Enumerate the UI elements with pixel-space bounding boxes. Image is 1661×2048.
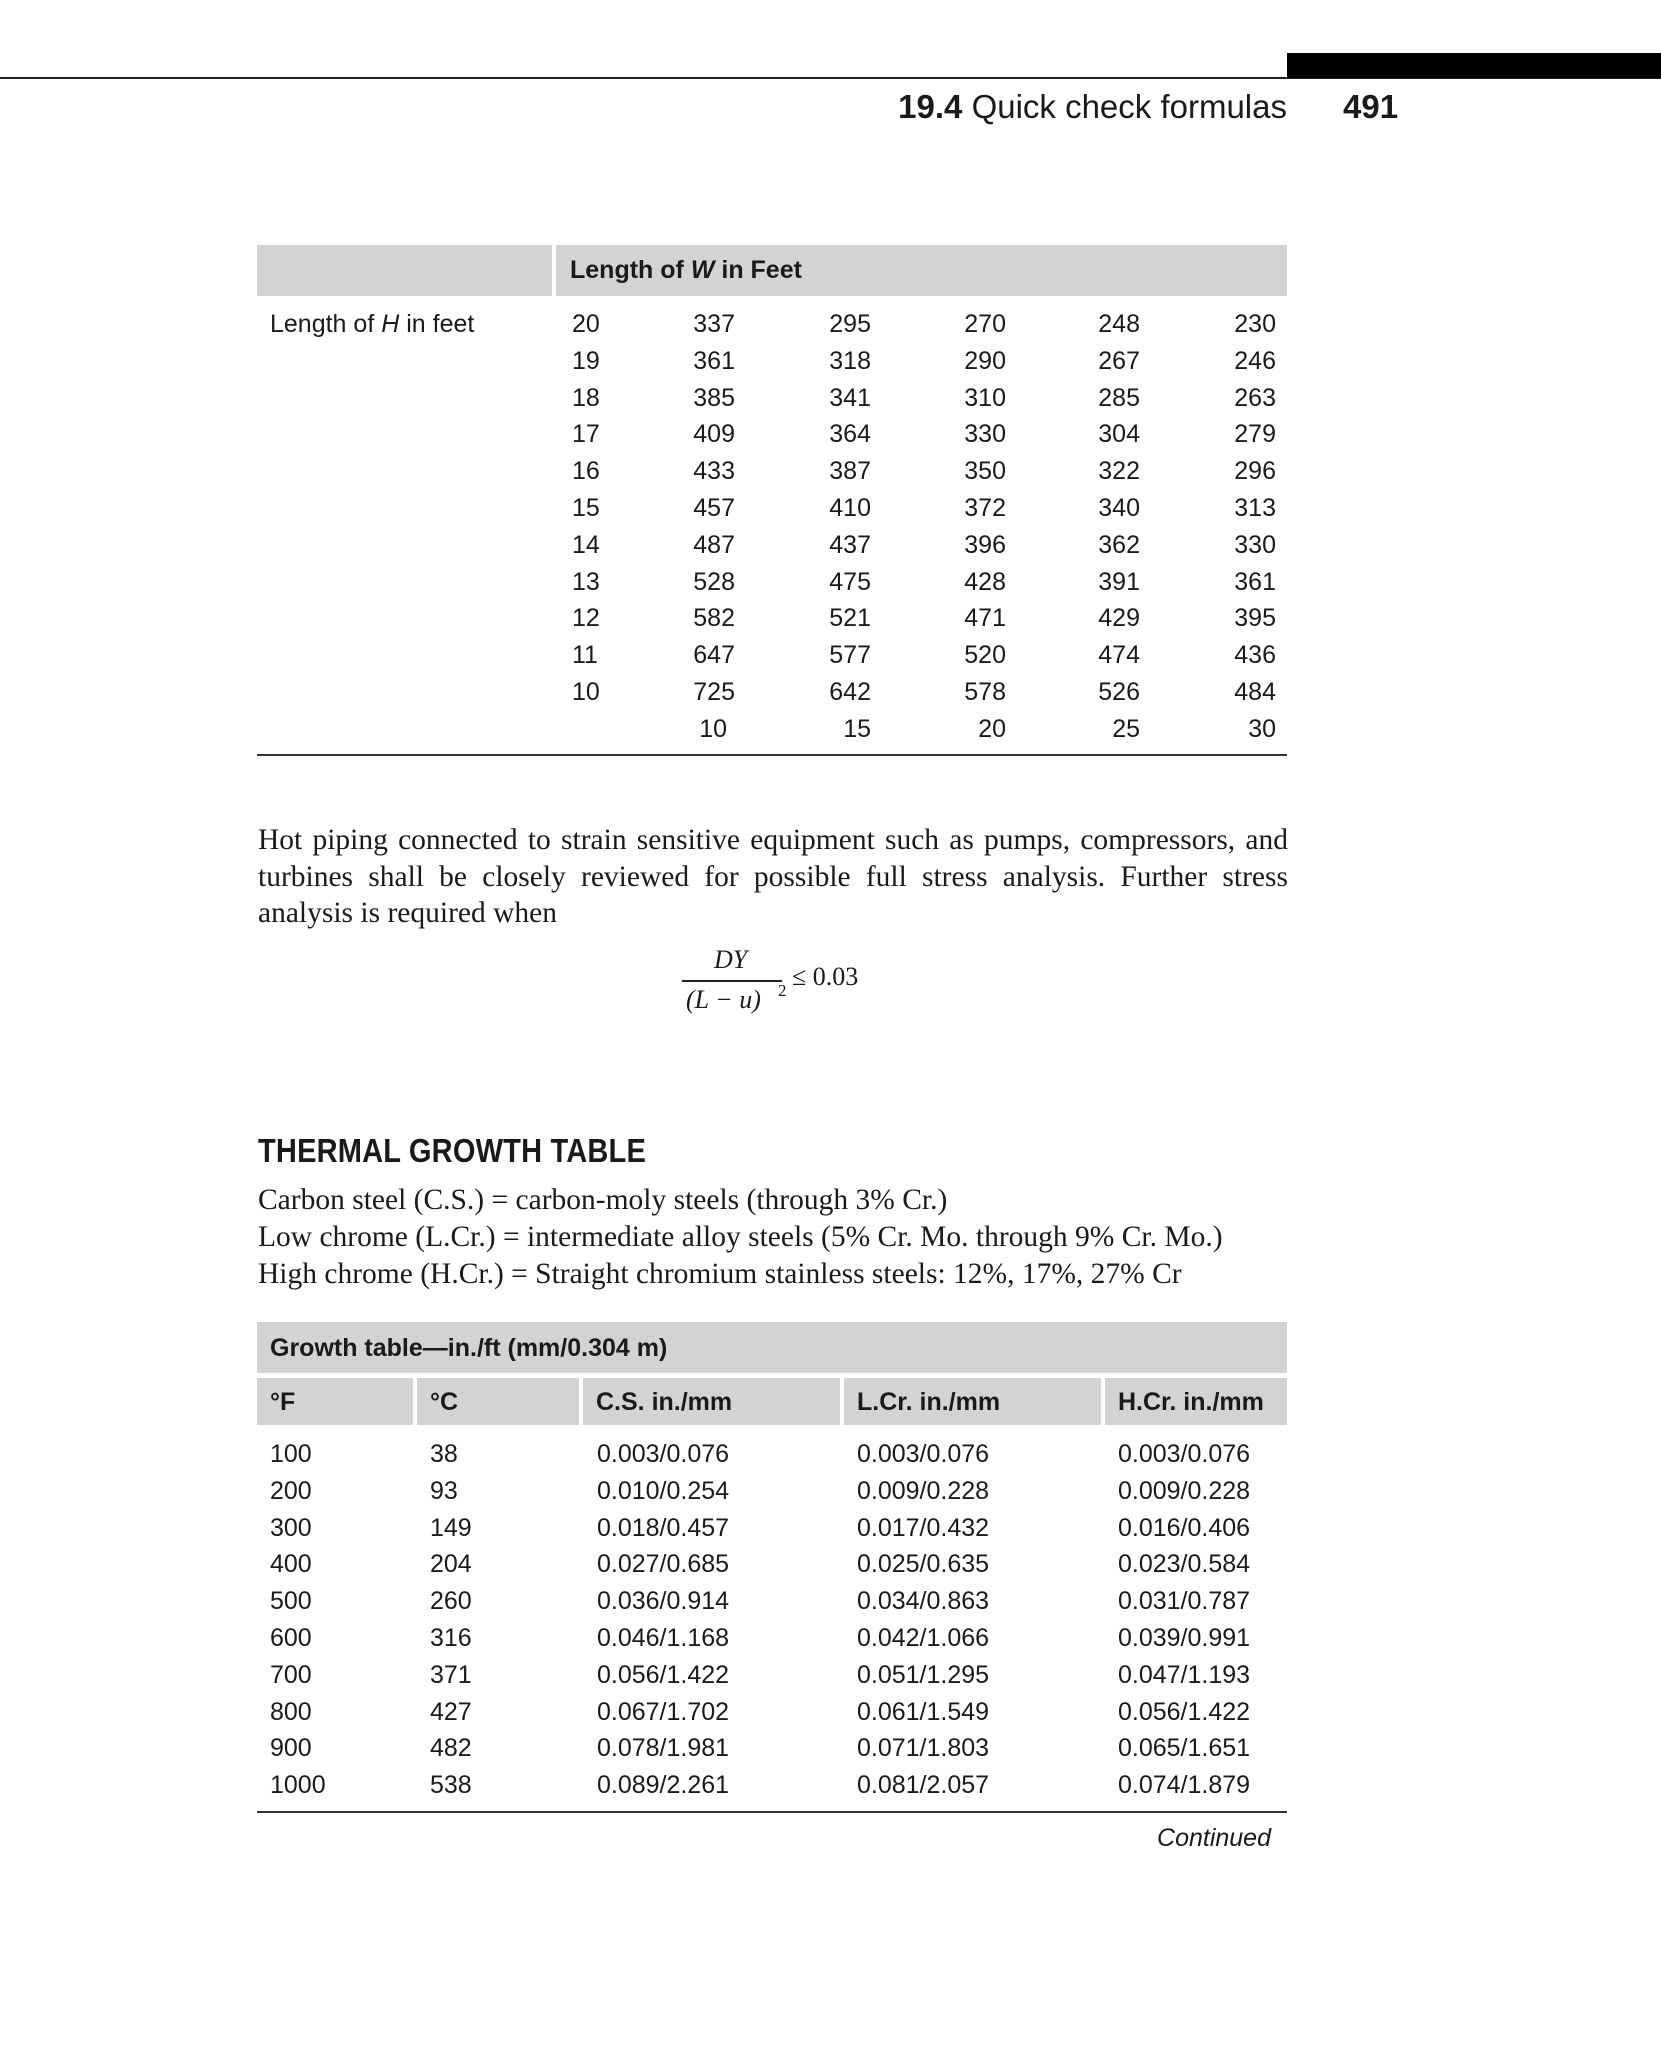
- table-cell: 471: [964, 604, 1006, 633]
- table-cell: 484: [1234, 678, 1276, 706]
- h-value: 14: [572, 530, 600, 559]
- table-cell: 296: [1234, 457, 1276, 486]
- formula-exponent: 2: [778, 981, 787, 1000]
- table-cell: 0.023/0.584: [1118, 1550, 1251, 1579]
- table-cell: 350: [964, 457, 1006, 486]
- table-cell: 267: [1098, 346, 1140, 375]
- table-cell: 260: [430, 1587, 472, 1616]
- table-cell: 204: [430, 1550, 472, 1579]
- table-cell: 396: [964, 530, 1006, 559]
- table-cell: 230: [1234, 310, 1276, 338]
- table-cell: 521: [829, 604, 871, 633]
- table-cell: 427: [430, 1697, 472, 1726]
- continued-note: Continued: [1157, 1824, 1271, 1852]
- column-header: °C: [430, 1388, 459, 1416]
- table-cell: 0.034/0.863: [857, 1587, 990, 1616]
- column-header: °F: [270, 1388, 296, 1416]
- section-heading: THERMAL GROWTH TABLE: [258, 1132, 646, 1169]
- section-title: Quick check formulas: [971, 88, 1287, 125]
- table-cell: 0.061/1.549: [857, 1697, 990, 1726]
- table-cell: 279: [1234, 420, 1276, 449]
- table-cell: 487: [693, 530, 735, 559]
- table-cell: 270: [964, 310, 1006, 338]
- table-cell: 475: [829, 567, 871, 596]
- table-cell: 310: [964, 383, 1006, 412]
- table-cell: 0.017/0.432: [857, 1513, 990, 1542]
- table-cell: 0.065/1.651: [1118, 1734, 1251, 1763]
- table-cell: 362: [1098, 530, 1140, 559]
- table-cell: 800: [270, 1697, 312, 1726]
- table-cell: 38: [430, 1440, 458, 1468]
- table-cell: 0.036/0.914: [597, 1587, 730, 1616]
- page-number: 491: [1343, 88, 1399, 125]
- h-value: 15: [572, 494, 600, 522]
- table-cell: 285: [1098, 383, 1140, 412]
- table-cell: 725: [693, 678, 735, 706]
- fraction-bar: [682, 980, 782, 982]
- h-value: 17: [572, 420, 600, 449]
- h-value: 18: [572, 383, 600, 412]
- table-cell: 0.081/2.057: [857, 1771, 990, 1800]
- definition-low-chrome: Low chrome (L.Cr.) = intermediate alloy steels (5% Cr. Mo. through 9% Cr. Mo.): [258, 1221, 1223, 1253]
- table-cell: 0.027/0.685: [597, 1550, 730, 1579]
- table-cell: 410: [829, 494, 871, 522]
- variable-h: H: [381, 310, 400, 338]
- variable-w: W: [690, 256, 715, 284]
- table-cell: 0.071/1.803: [857, 1734, 990, 1763]
- table-cell: 400: [270, 1550, 312, 1579]
- table-cell: 364: [829, 420, 871, 449]
- w-value: 20: [978, 714, 1006, 743]
- table-cell: 0.009/0.228: [857, 1476, 990, 1505]
- h-value: 20: [572, 310, 600, 338]
- w-value: 10: [699, 714, 727, 743]
- table-header: Length of W in Feet: [570, 256, 802, 284]
- table-cell: 295: [829, 310, 871, 338]
- table-cell: 313: [1234, 494, 1276, 522]
- h-value: 13: [572, 567, 600, 596]
- table-cell: 0.046/1.168: [597, 1624, 730, 1652]
- w-value: 25: [1112, 714, 1140, 743]
- table-cell: 371: [430, 1660, 472, 1689]
- definition-carbon-steel: Carbon steel (C.S.) = carbon-moly steels (through 3% Cr.): [258, 1184, 948, 1216]
- table-cell: 0.039/0.991: [1118, 1624, 1251, 1652]
- table-cell: 436: [1234, 641, 1276, 670]
- table-cell: 0.056/1.422: [1118, 1697, 1251, 1726]
- table-cell: 647: [693, 641, 735, 670]
- table-cell: 900: [270, 1734, 312, 1763]
- table-cell: 248: [1098, 310, 1140, 338]
- formula-numerator: DY: [714, 945, 748, 974]
- table-cell: 0.078/1.981: [597, 1734, 730, 1763]
- table-cell: 1000: [270, 1771, 326, 1800]
- table-cell: 642: [829, 678, 871, 706]
- table-cell: 0.003/0.076: [597, 1440, 730, 1468]
- column-header: H.Cr. in./mm: [1118, 1388, 1264, 1416]
- column-header: C.S. in./mm: [596, 1388, 733, 1416]
- table-cell: 428: [964, 567, 1006, 596]
- table-cell: 0.067/1.702: [597, 1697, 730, 1726]
- table-cell: 304: [1098, 420, 1140, 449]
- table-cell: 263: [1234, 383, 1276, 412]
- table-cell: 316: [430, 1624, 472, 1652]
- definition-high-chrome: High chrome (H.Cr.) = Straight chromium stainless steels: 12%, 17%, 27% Cr: [258, 1258, 1182, 1290]
- table-cell: 290: [964, 346, 1006, 375]
- table-cell: 528: [693, 567, 735, 596]
- table-cell: 600: [270, 1624, 312, 1652]
- table-cell: 387: [829, 457, 871, 486]
- table-cell: 0.047/1.193: [1118, 1660, 1251, 1689]
- table-cell: 538: [430, 1771, 472, 1800]
- table-cell: 200: [270, 1476, 312, 1505]
- table-cell: 0.009/0.228: [1118, 1476, 1251, 1505]
- table-cell: 482: [430, 1734, 472, 1763]
- table-cell: 372: [964, 494, 1006, 522]
- h-value: 19: [572, 346, 600, 375]
- section-number: 19.4: [898, 88, 963, 125]
- table-cell: 0.089/2.261: [597, 1771, 730, 1800]
- table-cell: 409: [693, 420, 735, 449]
- table-cell: 0.003/0.076: [1118, 1440, 1251, 1468]
- table-bottom-rule: [257, 1811, 1287, 1813]
- h-value: 11: [572, 641, 598, 670]
- table-cell: 330: [964, 420, 1006, 449]
- table-cell: 395: [1234, 604, 1276, 633]
- table-cell: 0.025/0.635: [857, 1550, 990, 1579]
- row-label: Length of H in feet: [270, 310, 475, 338]
- h-value: 12: [572, 604, 600, 633]
- table-bottom-rule: [257, 754, 1287, 756]
- table-cell: 330: [1234, 530, 1276, 559]
- table-cell: 0.016/0.406: [1118, 1513, 1251, 1542]
- h-value: 10: [572, 678, 600, 706]
- table-cell: 0.051/1.295: [857, 1660, 990, 1689]
- table-cell: 474: [1098, 641, 1140, 670]
- table-cell: 341: [829, 383, 871, 412]
- table-cell: 437: [829, 530, 871, 559]
- table-cell: 0.003/0.076: [857, 1440, 990, 1468]
- growth-table-title: Growth table—in./ft (mm/0.304 m): [270, 1334, 668, 1362]
- table-cell: 433: [693, 457, 735, 486]
- column-header: L.Cr. in./mm: [857, 1388, 1001, 1416]
- formula-denominator: (L − u): [686, 985, 761, 1014]
- table-cell: 391: [1098, 567, 1140, 596]
- w-value: 30: [1248, 714, 1276, 743]
- table-cell: 520: [964, 641, 1006, 670]
- table-cell: 322: [1098, 457, 1140, 486]
- table-cell: 100: [270, 1440, 312, 1468]
- table-cell: 578: [964, 678, 1006, 706]
- table-cell: 300: [270, 1513, 312, 1542]
- table-cell: 0.031/0.787: [1118, 1587, 1251, 1616]
- table-cell: 429: [1098, 604, 1140, 633]
- table-cell: 500: [270, 1587, 312, 1616]
- h-value: 16: [572, 457, 600, 486]
- body-paragraph: Hot piping connected to strain sensitive equipment such as pumps, compressors, and turbines shall be closely reviewed for possible full stress analysis. Further stress analysis is required when: [258, 824, 1288, 930]
- header-bar: [1287, 53, 1661, 78]
- table-cell: 93: [430, 1476, 458, 1505]
- table-cell: 246: [1234, 346, 1276, 375]
- table-cell: 361: [1234, 567, 1276, 596]
- formula-relation: ≤ 0.03: [792, 962, 859, 991]
- table-cell: 582: [693, 604, 735, 633]
- table-cell: 361: [693, 346, 735, 375]
- w-value: 15: [843, 714, 871, 743]
- table-cell: 340: [1098, 494, 1140, 522]
- table-cell: 0.018/0.457: [597, 1513, 730, 1542]
- table-cell: 318: [829, 346, 871, 375]
- table-cell: 577: [829, 641, 871, 670]
- table-cell: 526: [1098, 678, 1140, 706]
- running-head: [898, 88, 1287, 126]
- table-cell: 385: [693, 383, 735, 412]
- table-cell: 0.042/1.066: [857, 1624, 990, 1652]
- table-cell: 149: [430, 1513, 472, 1542]
- table-cell: 337: [693, 310, 735, 338]
- table-cell: 700: [270, 1660, 312, 1689]
- table-header-blank: [257, 245, 552, 296]
- table-cell: 457: [693, 494, 735, 522]
- table-cell: 0.056/1.422: [597, 1660, 730, 1689]
- table-cell: 0.010/0.254: [597, 1476, 730, 1505]
- table-cell: 0.074/1.879: [1118, 1771, 1251, 1800]
